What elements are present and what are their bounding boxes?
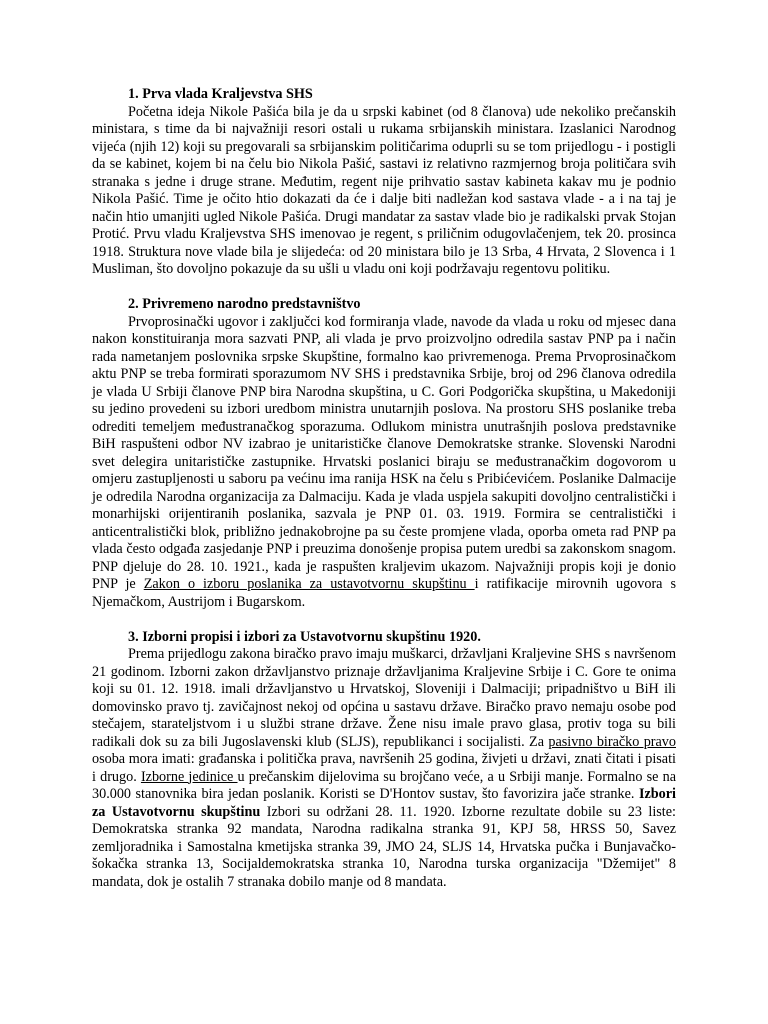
section-3-text-1: Prema prijedlogu zakona biračko pravo imaju muškarci, državljani Kraljevine SHS s navršenom 21 godinom. Izborni zakon državljanstvo priznaje državljanima Kraljevine Srbije i C. Gore te onima koji su 01. 12. 1918. imali državljanstvo u Hrvatskoj, Sloveniji i Dalmaciji; pripadništvo u BiH ili domovinsko pravo tj. zavičajnost nekoj od općina u sastavu države. Biračko pravo nemaju osobe pod stečajem, starateljstvom i u službi strane države. Žene nisu imale pravo glasa, protiv toga su bili radikali dok su za bili Jugoslavenski klub (SLJS), republikanci i socijalisti. Za — [92, 646, 676, 750]
section-3-text-4: Izbori su održani 28. 11. 1920. Izborne rezultate dobile su 23 liste: Demokratska stranka 92 mandata, Narodna radikalna stranka 91, KPJ 58, HRSS 50, Savez zemljoradnika i Samostalna kmetijska stranka 39, JMO 24, SLJS 14, Hrvatska pučka i Bunjavačko-šokačka stranka 13, Socijaldemokratska stranka 10, Narodna turska organizacija "Džemijet" 8 mandata, dok je ostalih 7 stranaka dobilo manje od 8 mandata. — [92, 803, 676, 890]
section-1-paragraph: Početna ideja Nikole Pašića bila je da u srpski kabinet (od 8 članova) ude nekoliko prečanskih ministara, s time da bi najvažniji resori ostali u rukama srbijanskih ministara. Izaslanici Narodnog vijeća (njih 12) koji su pregovarali sa srbijanskim političarima oduprli su se tom prijedlogu - i postigli da se kabinet, kojem bi na čelu bio Nikola Pašić, sastavi iz relativno razmjernog broja političara svih stranaka s jedne i druge strane. Međutim, regent nije prihvatio sastav kabineta kakav mu je podnio Nikola Pašić. Time je očito htio dokazati da će i dalje biti nadležan kod sastava vlade - a i na taj je način htio umanjiti ugled Nikole Pašića. Drugi mandatar za sastav vlade bio je radikalski prvak Stojan Protić. Prvu vladu Kraljevstva SHS imenovao je regent, s priličnim odugovlačenjem, tek 20. prosinca 1918. Struktura nove vlade bila je slijedeća: od 20 ministara bilo je 13 Srba, 4 Hrvata, 2 Slovenca i 1 Musliman, što dovoljno pokazuje da su ušli u vladu oni koji podržavaju regentovu politiku. — [92, 103, 676, 277]
section-3-paragraph — [92, 646, 676, 891]
document-page — [92, 86, 676, 891]
section-1-title: 1. Prva vlada Kraljevstva SHS — [128, 86, 313, 102]
section-3-text-3: u prečanskim dijelovima su brojčano veće, a u Srbiji manje. Formalno se na 30.000 stanovnika bira jedan poslanik. Koristi se D'Hontov sustav, što favorizira jače stranke. — [92, 768, 677, 802]
zakon-o-izboru-link[interactable]: Zakon o izboru poslanika za ustavotvornu skupštinu — [143, 576, 475, 592]
izborne-jedinice-link[interactable]: Izborne jedinice — [140, 768, 238, 785]
spacer — [92, 611, 676, 629]
section-2-text-a: Prvoprosinački ugovor i zaključci kod formiranja vlade, navode da vlada u roku od mjesec dana nakon konstituiranja mora sazvati PNP, ali vlada je prvo proizvoljno odredila sastav PNP pa i način rada nametanjem poslovnika srpske Skupštine, formalno kao privremenoga. Prema Prvoprosinačkom aktu PNP se treba formirati sporazumom NV SHS i predstavnika Srbije, broj od 296 članova odredila je vlada U Srbiji članove PNP bira Narodna skupština, u C. Gori Podgorička skupština, u Makedoniji su jedino provedeni su izbori uredbom ministra unutarnjih poslova. Na prostoru SHS poslanike treba odrediti temeljem međustranačkog sporazuma. Odlukom ministra unutrašnjih poslova predstavnike BiH raspušteni odbor NV izabrao je unitarističke članove Demokratske stranke. Slovenski Narodni svet delegira unitarističke zastupnike. Hrvatski poslanici biraju se međustranačkim dogovorom u omjeru zastupljenosti u saboru pa većinu ima ranija HSK na čelu s Pribićevićem. Poslanike Dalmacije je odredila Narodna organizacija za Dalmaciju. Kada je vlada uspjela sakupiti dovoljno centralistički i monarhijski orijentiranih poslanika, sazvala je PNP 01. 03. 1919. Formira se centralistički i anticentralistički blok, približno jednakobrojne pa su česte promjene vlada, oporba ometa rad PNP pa vlada često odgađa zasjedanje PNP i preuzima donošenje propisa putem uredbi sa zakonskom snagom. PNP djeluje do 28. 10. 1921., kada je raspušten kraljevim ukazom. Najvažniji propis koji je donio PNP je — [92, 313, 676, 592]
pasivno-biracko-pravo-link[interactable]: pasivno biračko pravo — [548, 733, 676, 750]
izbori-bold-heading: Izbori za Ustavotvornu skupštinu — [92, 786, 676, 820]
section-3-text-2: osoba mora imati: građanska i politička prava, navršenih 25 godina, živjeti u državi, znati čitati i pisati i drugo. — [92, 751, 676, 785]
spacer — [92, 279, 676, 297]
section-2-title: 2. Privremeno narodno predstavništvo — [128, 296, 361, 312]
section-2-text-b: i ratifikacije mirovnih ugovora s Njemačkom, Austrijom i Bugarskom. — [92, 576, 676, 610]
section-2-paragraph — [92, 314, 676, 612]
section-3-title: 3. Izborni propisi i izbori za Ustavotvornu skupštinu 1920. — [128, 628, 481, 645]
